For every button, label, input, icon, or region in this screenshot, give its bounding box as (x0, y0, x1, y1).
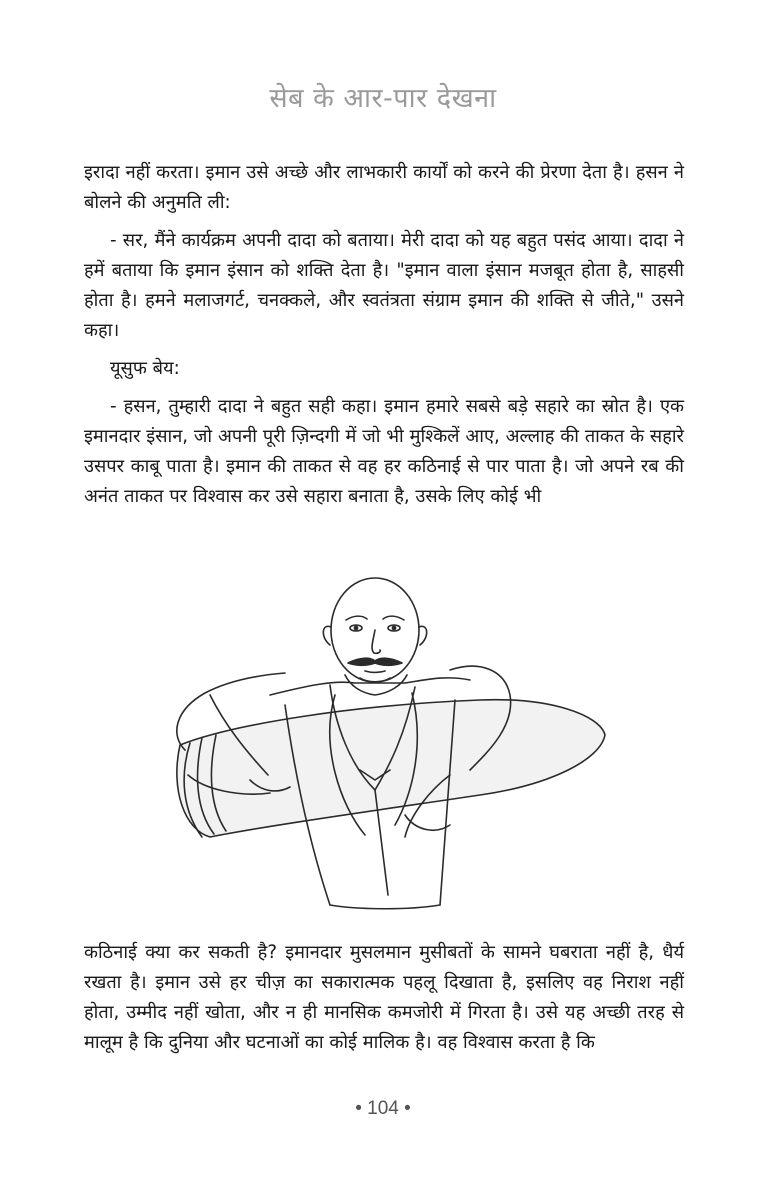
paragraph-continued-after-illustration: कठिनाई क्या कर सकती है? इमानदार मुसलमान मुसीबतों के सामने घबराता नहीं है, धैर्य रखता है। इमान उसे हर चीज़ का सकारात्मक पहलू दिखाता है, इसलिए वह निराश नहीं होता, उम्मीद नहीं खोता, और न ही मानसिक कमजोरी में गिरता है। उसे यह अच्छी तरह से मालूम है कि दुनिया और घटनाओं का कोई मालिक है। वह विश्वास करता है कि (84, 942, 684, 1053)
body-text-top (84, 158, 684, 512)
body-text-bottom (84, 938, 684, 1058)
running-head: सेब के आर-पार देखना (269, 83, 497, 114)
page-number: • 104 • (355, 1098, 411, 1119)
paragraph-continued: इरादा नहीं करता। इमान उसे अच्छे और लाभकारी कार्यों को करने की प्रेरणा देता है। हसन ने बोलने की अनुमति ली: (84, 162, 684, 213)
soldier-carrying-shell-illustration (150, 575, 620, 920)
paragraph-speaker-yusuf: यूसुफ बेय: (110, 358, 180, 379)
paragraph-hasan-speech: - सर, मैंने कार्यक्रम अपनी दादा को बताया। मेरी दादा को यह बहुत पसंद आया। दादा ने हमें बताया कि इमान इंसान को शक्ति देता है। "इमान वाला इंसान मजबूत होता है, साहसी होता है। हमने मलाजगर्ट, चनक्कले, और स्वतंत्रता संग्राम इमान की शक्ति से जीते," उसने कहा। (84, 230, 684, 341)
paragraph-yusuf-speech: - हसन, तुम्हारी दादा ने बहुत सही कहा। इमान हमारे सबसे बड़े सहारे का स्रोत है। एक इमानदार इंसान, जो अपनी पूरी ज़िन्दगी में जो भी मुश्किलें आए, अल्लाह की ताकत के सहारे उसपर काबू पाता है। इमान की ताकत से वह हर कठिनाई से पार पाता है। जो अपने रब की अनंत ताकत पर विश्वास कर उसे सहारा बनाता है, उसके लिए कोई भी (84, 396, 684, 507)
